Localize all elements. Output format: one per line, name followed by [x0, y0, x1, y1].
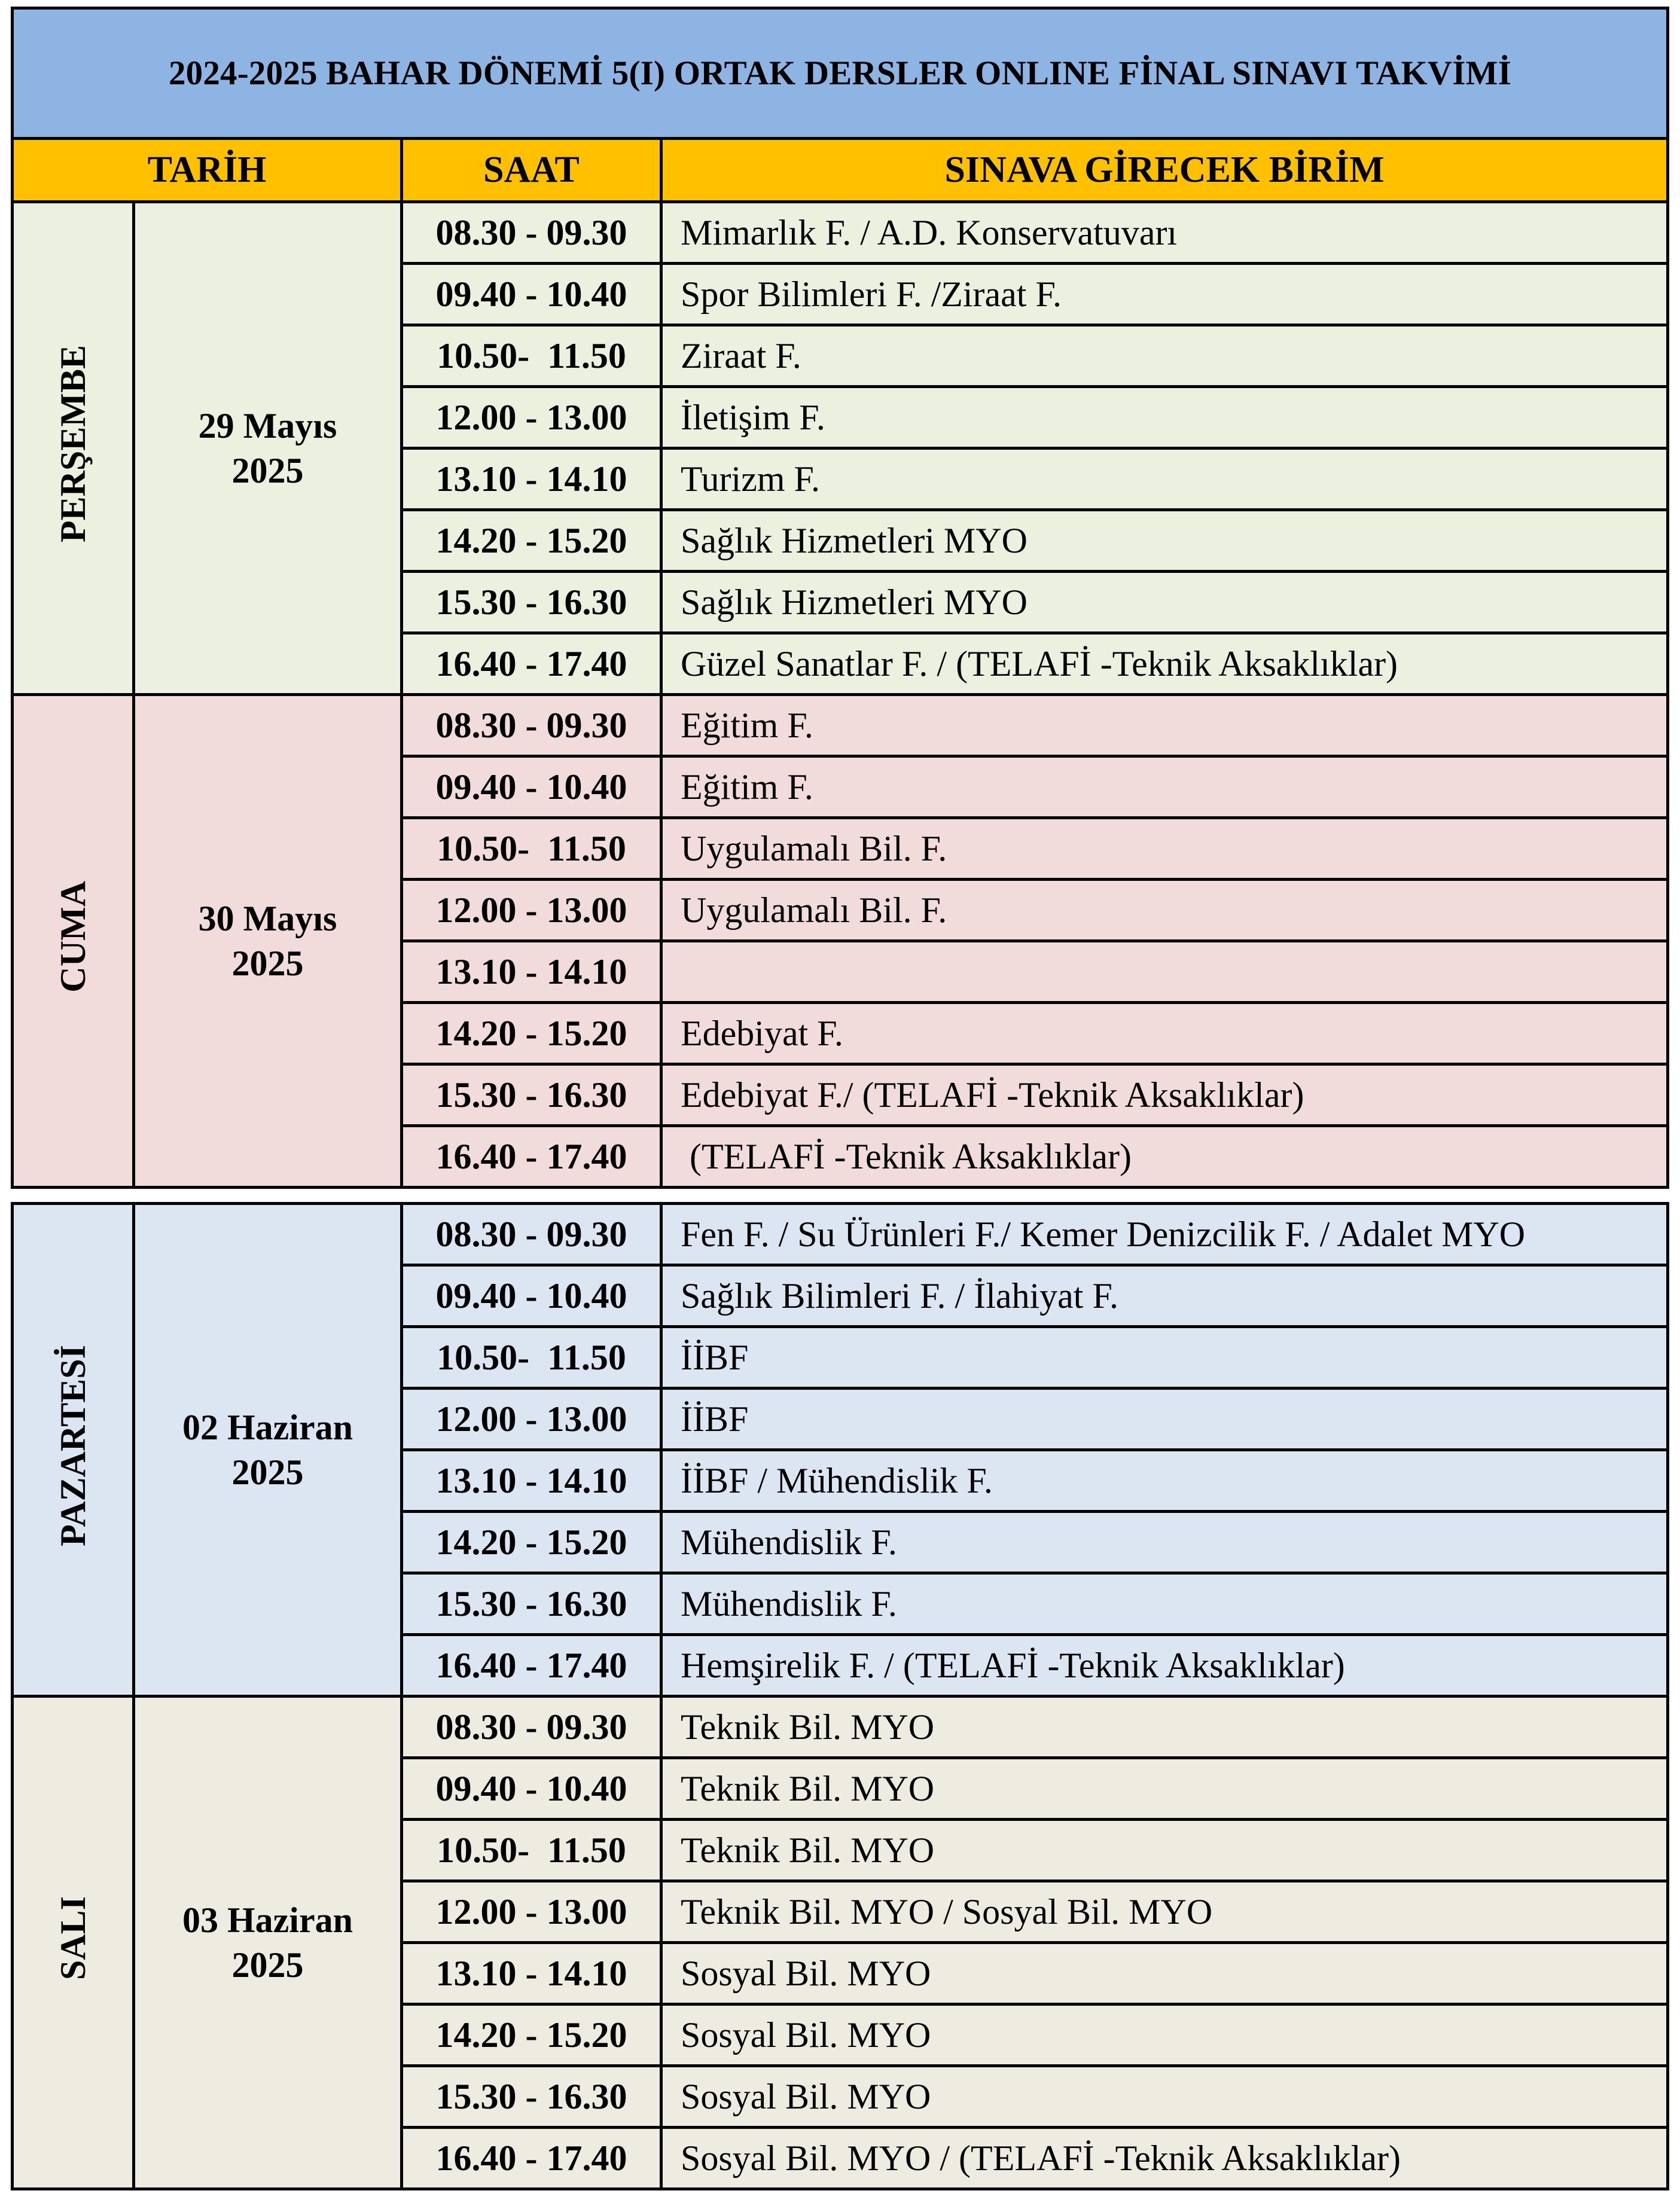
- exam-unit: İİBF: [661, 1327, 1668, 1389]
- time-slot: 10.50- 11.50: [402, 818, 661, 880]
- time-slot: 16.40 - 17.40: [402, 2128, 661, 2189]
- time-slot: 12.00 - 13.00: [402, 1881, 661, 1943]
- time-slot: 15.30 - 16.30: [402, 572, 661, 633]
- exam-unit: Güzel Sanatlar F. / (TELAFİ -Teknik Aksaklıklar): [661, 633, 1668, 695]
- time-slot: 13.10 - 14.10: [402, 448, 661, 510]
- time-slot: 10.50- 11.50: [402, 1820, 661, 1881]
- exam-unit: Sağlık Bilimleri F. / İlahiyat F.: [661, 1265, 1668, 1327]
- exam-unit: Turizm F.: [661, 448, 1668, 510]
- exam-unit: Mimarlık F. / A.D. Konservatuvarı: [661, 202, 1668, 264]
- time-slot: 14.20 - 15.20: [402, 510, 661, 572]
- exam-unit: İİBF / Mühendislik F.: [661, 1450, 1668, 1512]
- time-slot: 16.40 - 17.40: [402, 633, 661, 695]
- day-name-cell: [13, 1697, 134, 2189]
- exam-unit: Sosyal Bil. MYO: [661, 1943, 1668, 2004]
- column-header-unit: SINAVA GİRECEK BİRİM: [661, 139, 1668, 202]
- header-section: [13, 8, 1668, 202]
- exam-unit: Eğitim F.: [661, 695, 1668, 756]
- page-title: 2024-2025 BAHAR DÖNEMİ 5(I) ORTAK DERSLER ONLINE FİNAL SINAVI TAKVİMİ: [13, 8, 1668, 139]
- exam-unit: Hemşirelik F. / (TELAFİ -Teknik Aksaklıklar): [661, 1635, 1668, 1697]
- date-year: 2025: [231, 1452, 304, 1492]
- time-slot: 12.00 - 13.00: [402, 880, 661, 941]
- exam-unit: İİBF: [661, 1389, 1668, 1450]
- day-name: CUMA: [53, 880, 93, 993]
- exam-unit: Edebiyat F./ (TELAFİ -Teknik Aksaklıklar): [661, 1064, 1668, 1126]
- time-slot: 12.00 - 13.00: [402, 1389, 661, 1450]
- column-header-time: SAAT: [402, 139, 661, 202]
- date-year: 2025: [231, 450, 304, 490]
- day-group-friday: [13, 695, 1668, 1188]
- exam-unit: Eğitim F.: [661, 756, 1668, 818]
- exam-unit: Uygulamalı Bil. F.: [661, 880, 1668, 941]
- time-slot: 09.40 - 10.40: [402, 756, 661, 818]
- time-slot: 09.40 - 10.40: [402, 1758, 661, 1820]
- exam-unit: Fen F. / Su Ürünleri F./ Kemer Denizcilik F. / Adalet MYO: [661, 1204, 1668, 1265]
- exam-unit: Teknik Bil. MYO / Sosyal Bil. MYO: [661, 1881, 1668, 1943]
- day-group-monday: [13, 1204, 1668, 1697]
- time-slot: 15.30 - 16.30: [402, 1064, 661, 1126]
- date-year: 2025: [231, 1945, 304, 1985]
- schedule-table-top: [11, 7, 1669, 1189]
- date-cell: [134, 1697, 402, 2189]
- day-group-thursday: [13, 202, 1668, 695]
- time-slot: 08.30 - 09.30: [402, 695, 661, 756]
- exam-unit: [661, 941, 1668, 1003]
- table-row: [13, 1697, 1668, 1758]
- exam-unit: Teknik Bil. MYO: [661, 1697, 1668, 1758]
- exam-unit: Spor Bilimleri F. /Ziraat F.: [661, 264, 1668, 325]
- day-name-cell: [13, 202, 134, 695]
- time-slot: 16.40 - 17.40: [402, 1126, 661, 1188]
- exam-unit: Edebiyat F.: [661, 1003, 1668, 1064]
- time-slot: 08.30 - 09.30: [402, 202, 661, 264]
- time-slot: 13.10 - 14.10: [402, 941, 661, 1003]
- day-name: SALI: [53, 1896, 93, 1981]
- date-cell: [134, 695, 402, 1188]
- exam-unit: İletişim F.: [661, 387, 1668, 448]
- time-slot: 14.20 - 15.20: [402, 1003, 661, 1064]
- date-day-month: 03 Haziran: [182, 1900, 353, 1940]
- time-slot: 09.40 - 10.40: [402, 264, 661, 325]
- table-row: [13, 695, 1668, 756]
- time-slot: 13.10 - 14.10: [402, 1450, 661, 1512]
- exam-unit: Teknik Bil. MYO: [661, 1820, 1668, 1881]
- exam-unit: Ziraat F.: [661, 325, 1668, 387]
- exam-unit: Sağlık Hizmetleri MYO: [661, 510, 1668, 572]
- time-slot: 10.50- 11.50: [402, 325, 661, 387]
- day-name-cell: [13, 1204, 134, 1697]
- exam-unit: Sosyal Bil. MYO: [661, 2004, 1668, 2066]
- date-day-month: 29 Mayıs: [198, 405, 337, 446]
- exam-unit: Sağlık Hizmetleri MYO: [661, 572, 1668, 633]
- schedule-table-bottom: [11, 1202, 1669, 2190]
- time-slot: 12.00 - 13.00: [402, 387, 661, 448]
- exam-unit: (TELAFİ -Teknik Aksaklıklar): [661, 1126, 1668, 1188]
- time-slot: 08.30 - 09.30: [402, 1697, 661, 1758]
- time-slot: 09.40 - 10.40: [402, 1265, 661, 1327]
- time-slot: 13.10 - 14.10: [402, 1943, 661, 2004]
- exam-unit: Mühendislik F.: [661, 1512, 1668, 1573]
- day-group-tuesday: [13, 1697, 1668, 2189]
- time-slot: 15.30 - 16.30: [402, 1573, 661, 1635]
- date-day-month: 02 Haziran: [182, 1407, 353, 1447]
- table-row: [13, 202, 1668, 264]
- exam-unit: Teknik Bil. MYO: [661, 1758, 1668, 1820]
- day-name-cell: [13, 695, 134, 1188]
- title-row: [13, 8, 1668, 139]
- time-slot: 15.30 - 16.30: [402, 2066, 661, 2128]
- date-cell: [134, 202, 402, 695]
- date-cell: [134, 1204, 402, 1697]
- time-slot: 14.20 - 15.20: [402, 1512, 661, 1573]
- date-day-month: 30 Mayıs: [198, 898, 337, 938]
- day-name: PERŞEMBE: [53, 344, 93, 543]
- exam-unit: Sosyal Bil. MYO: [661, 2066, 1668, 2128]
- exam-unit: Mühendislik F.: [661, 1573, 1668, 1635]
- exam-unit: Sosyal Bil. MYO / (TELAFİ -Teknik Aksaklıklar): [661, 2128, 1668, 2189]
- time-slot: 16.40 - 17.40: [402, 1635, 661, 1697]
- exam-unit: Uygulamalı Bil. F.: [661, 818, 1668, 880]
- date-year: 2025: [231, 943, 304, 983]
- time-slot: 10.50- 11.50: [402, 1327, 661, 1389]
- time-slot: 08.30 - 09.30: [402, 1204, 661, 1265]
- column-header-row: [13, 139, 1668, 202]
- table-row: [13, 1204, 1668, 1265]
- day-name: PAZARTESİ: [53, 1344, 93, 1546]
- column-header-date: TARİH: [13, 139, 402, 202]
- time-slot: 14.20 - 15.20: [402, 2004, 661, 2066]
